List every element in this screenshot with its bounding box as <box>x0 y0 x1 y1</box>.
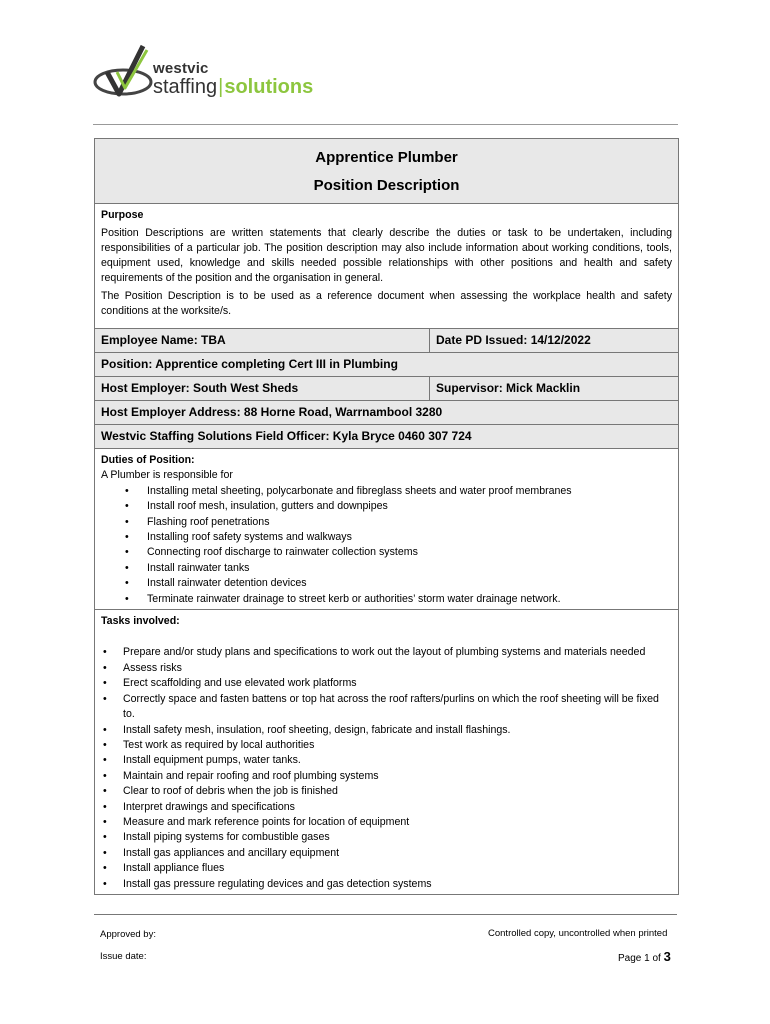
list-item: • Clear to roof of debris when the job is finished <box>123 784 672 799</box>
list-item: • Install gas pressure regulating devices and gas detection systems <box>123 877 672 892</box>
duties-list <box>101 484 672 607</box>
list-item: • Connecting roof discharge to rainwater collection systems <box>147 545 672 560</box>
issue-date-label: Issue date: <box>100 951 147 962</box>
list-item: • Install appliance flues <box>123 861 672 876</box>
list-item: • Terminate rainwater drainage to street kerb or authorities’ storm water drainage network. <box>147 592 672 607</box>
title-block <box>95 139 678 204</box>
list-item: • Correctly space and fasten battens or top hat across the roof rafters/purlins on which the roof sheeting will be fixed to. <box>123 692 672 723</box>
duties-intro: A Plumber is responsible for <box>101 469 233 482</box>
list-item: • Prepare and/or study plans and specifications to work out the layout of plumbing systems and materials needed <box>123 645 672 660</box>
list-item: • Install safety mesh, insulation, roof sheeting, design, fabricate and install flashings. <box>123 723 672 738</box>
employee-row <box>95 329 678 353</box>
logo-staffing: staffing <box>153 76 218 98</box>
field-officer-row <box>95 425 678 449</box>
purpose-section <box>95 204 678 329</box>
date-issued: Date PD Issued: 14/12/2022 <box>436 333 591 347</box>
host-employer-row <box>95 377 678 401</box>
list-item: • Measure and mark reference points for location of equipment <box>123 815 672 830</box>
list-item: • Installing metal sheeting, polycarbonate and fibreglass sheets and water proof membranes <box>147 484 672 499</box>
list-item: • Interpret drawings and specifications <box>123 800 672 815</box>
list-item: • Install rainwater tanks <box>147 561 672 576</box>
position-description-table <box>94 138 679 895</box>
tasks-heading: Tasks involved: <box>101 615 180 628</box>
page-prefix: Page 1 of <box>618 953 661 964</box>
header-rule <box>93 124 678 125</box>
list-item: • Install piping systems for combustible gases <box>123 830 672 845</box>
list-item: • Assess risks <box>123 661 672 676</box>
employee-name: Employee Name: TBA <box>95 329 430 352</box>
list-item: • Install equipment pumps, water tanks. <box>123 753 672 768</box>
list-item: • Erect scaffolding and use elevated work platforms <box>123 676 672 691</box>
list-item: • Flashing roof penetrations <box>147 515 672 530</box>
list-item: • Install roof mesh, insulation, gutters and downpipes <box>147 499 672 514</box>
address-row <box>95 401 678 425</box>
company-logo <box>93 42 323 106</box>
list-item: • Install gas appliances and ancillary equipment <box>123 846 672 861</box>
checkmark-swoosh-icon <box>93 42 155 106</box>
page-footer <box>94 914 677 964</box>
approved-by-label: Approved by: <box>100 929 156 940</box>
purpose-paragraph-1: Position Descriptions are written statements that clearly describe the duties or task to be undertaken, including responsibilities of a particular job. The position description may also include information about working conditions, tools, equipment used, knowledge and skills needed possible relationships with other positions and health and safety requirements of the position and the organisation in general. <box>101 227 672 284</box>
position-row <box>95 353 678 377</box>
purpose-heading: Purpose <box>101 209 144 221</box>
host-employer: Host Employer: South West Sheds <box>95 377 430 400</box>
page-total: 3 <box>663 949 671 964</box>
list-item: • Install rainwater detention devices <box>147 576 672 591</box>
duties-heading: Duties of Position: <box>101 454 195 466</box>
logo-wordmark-top: westvic <box>153 60 209 77</box>
purpose-paragraph-2: The Position Description is to be used as a reference document when assessing the workplace health and safety conditions at the worksite/s. <box>101 290 672 317</box>
logo-solutions: solutions <box>224 76 314 98</box>
tasks-section <box>95 610 678 894</box>
position-field: Position: Apprentice completing Cert III in Plumbing <box>101 357 398 371</box>
document-subtitle: Position Description <box>313 177 460 194</box>
supervisor: Supervisor: Mick Macklin <box>436 381 581 395</box>
page-number <box>618 949 671 964</box>
list-item: • Maintain and repair roofing and roof plumbing systems <box>123 769 672 784</box>
field-officer: Westvic Staffing Solutions Field Officer: Kyla Bryce 0460 307 724 <box>101 429 472 443</box>
logo-wordmark: staffing|solutions <box>153 76 314 98</box>
list-item: • Installing roof safety systems and walkways <box>147 530 672 545</box>
tasks-list <box>101 645 672 892</box>
controlled-copy-notice: Controlled copy, uncontrolled when printed <box>488 928 668 939</box>
host-employer-address: Host Employer Address: 88 Horne Road, Warrnambool 3280 <box>101 405 443 419</box>
document-title: Apprentice Plumber <box>315 149 458 166</box>
list-item: • Test work as required by local authorities <box>123 738 672 753</box>
duties-section <box>95 449 678 610</box>
